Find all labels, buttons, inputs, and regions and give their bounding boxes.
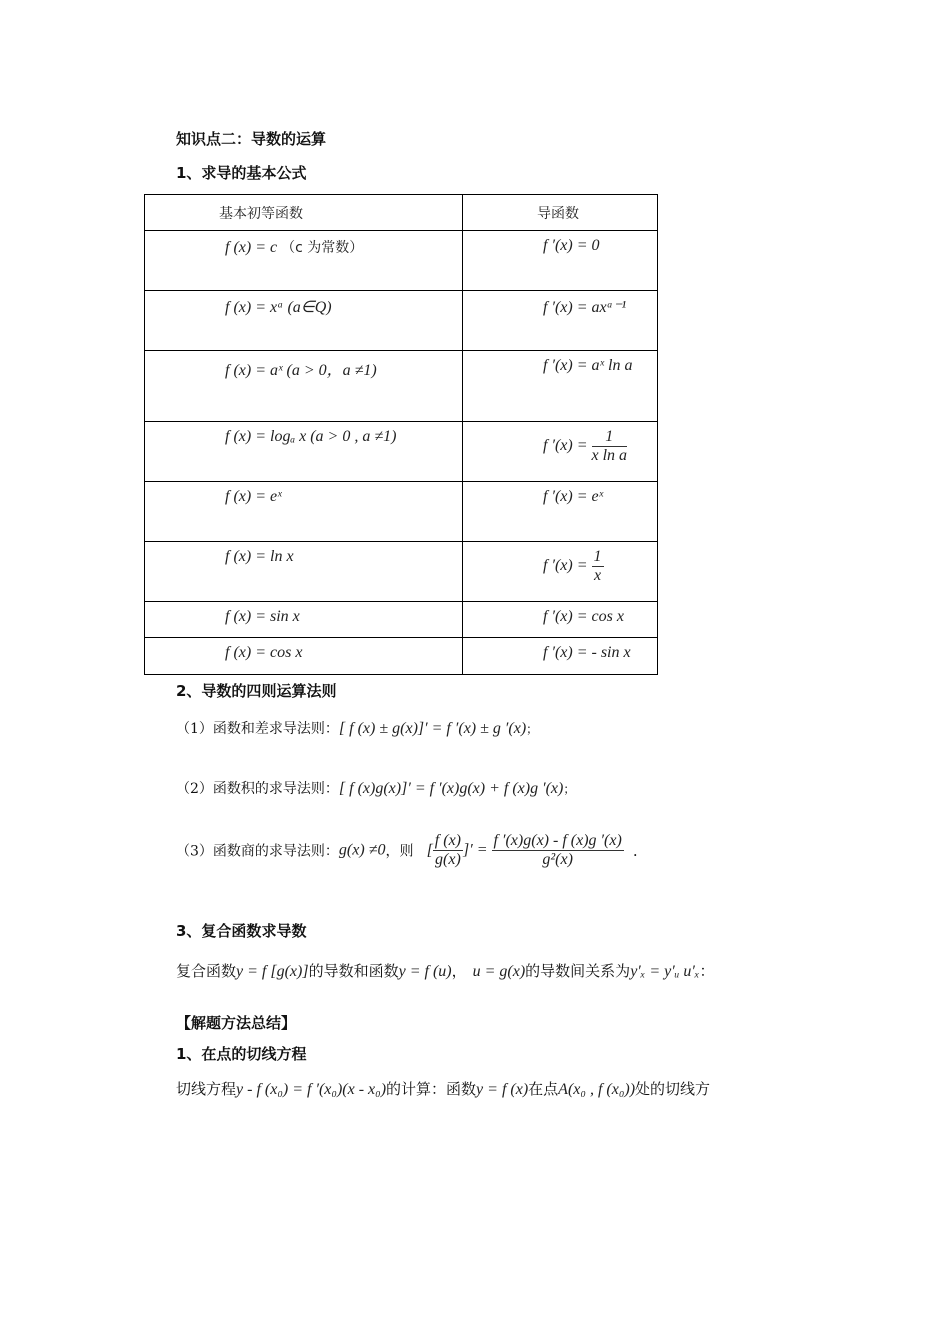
rule-formula: [ f (x) ± g(x)]′ = f ′(x) ± g ′(x) (338, 720, 527, 737)
table-row (145, 291, 658, 351)
derivative-formula: f ′(x) = - sin x (543, 644, 631, 661)
function-formula: f (x) = ln x (225, 548, 294, 565)
rule-product: （2）函数积的求导法则：[ f (x)g(x)]′ = f ′(x)g(x) + f (x)g ′(x)； (176, 780, 576, 797)
derivative-formula: f ′(x) = axᵃ⁻¹ (543, 299, 627, 316)
derivative-formula: f ′(x) = cos x (543, 608, 624, 625)
subheading-basic-formulas: 1、求导的基本公式 (176, 164, 307, 182)
fraction: $\frac{1}{\text{x ln a}}$ (591, 428, 628, 464)
function-formula: f (x) = cos x (225, 644, 303, 661)
fraction: $\frac{f '(x)g(x) - f (x)g '(x)}{\text{g²(x)}}$ (493, 832, 622, 868)
function-formula: f (x) = aˣ (a > 0，a ≠1) (225, 362, 377, 379)
table-row (145, 602, 658, 638)
composite-derivative-text: 复合函数y = f [g(x)]的导数和函数y = f (u)， u = g(x)的导数间关系为y′ₓ = y′ᵤ u′ₓ： (176, 962, 715, 980)
constant-note: （c 为常数） (281, 240, 364, 256)
table-header-derivative: 导函数 (463, 195, 658, 231)
tangent-line-text: 切线方程y - f (x₀) = f ′(x₀)(x - x₀)的计算：函数y = f (x)在点A(x₀ , f (x₀))处的切线方 (176, 1080, 711, 1098)
derivative-formula: f ′(x) = $\frac{1}{x}$ (543, 548, 602, 584)
table-row (145, 638, 658, 675)
subheading-composite: 3、复合函数求导数 (176, 922, 307, 940)
rule-condition: g(x) ≠0 (338, 841, 386, 859)
function-formula: f (x) = eˣ (225, 488, 282, 505)
subheading-arithmetic-rules: 2、导数的四则运算法则 (176, 682, 337, 700)
fraction: $\frac{f (x)}{g(x)}$ (434, 832, 461, 868)
function-formula: f (x) = logₐ x (a > 0 , a ≠1) (225, 428, 397, 445)
derivative-formula: f ′(x) = aˣ ln a (543, 357, 633, 374)
rule-quotient: （3）函数商的求导法则：g(x) ≠0，则 [ $\frac{f (x)}{g(x)}$ ]′ = $\frac{f '(x)g(x) - f (x)g '(x)}{\text{g²(x)}}$ . (176, 832, 638, 868)
fraction: $\frac{1}{x}$ (593, 548, 602, 584)
derivative-formula: f ′(x) = 0 (543, 237, 600, 254)
table-row (145, 351, 658, 422)
function-formula: f (x) = xᵃ (a∈Q) (225, 299, 332, 316)
section-title: 知识点二：导数的运算 (176, 130, 327, 148)
table-header-function: 基本初等函数 (145, 195, 463, 231)
function-formula: f (x) = c (225, 239, 278, 256)
table-row (145, 231, 658, 291)
table-row (145, 482, 658, 542)
derivative-formula: f ′(x) = eˣ (543, 488, 604, 505)
table-row (145, 422, 658, 482)
subheading-tangent: 1、在点的切线方程 (176, 1045, 307, 1063)
summary-title: 【解题方法总结】 (176, 1014, 297, 1032)
function-formula: f (x) = sin x (225, 608, 300, 625)
derivative-formula: f ′(x) = $\frac{1}{\text{x ln a}}$ (543, 428, 628, 464)
table-row (145, 542, 658, 602)
rule-formula: [ f (x)g(x)]′ = f ′(x)g(x) + f (x)g ′(x) (338, 780, 564, 797)
rule-sum-difference: （1）函数和差求导法则：[ f (x) ± g(x)]′ = f ′(x) ± g ′(x)； (176, 720, 539, 737)
derivative-formula-table (144, 194, 658, 675)
